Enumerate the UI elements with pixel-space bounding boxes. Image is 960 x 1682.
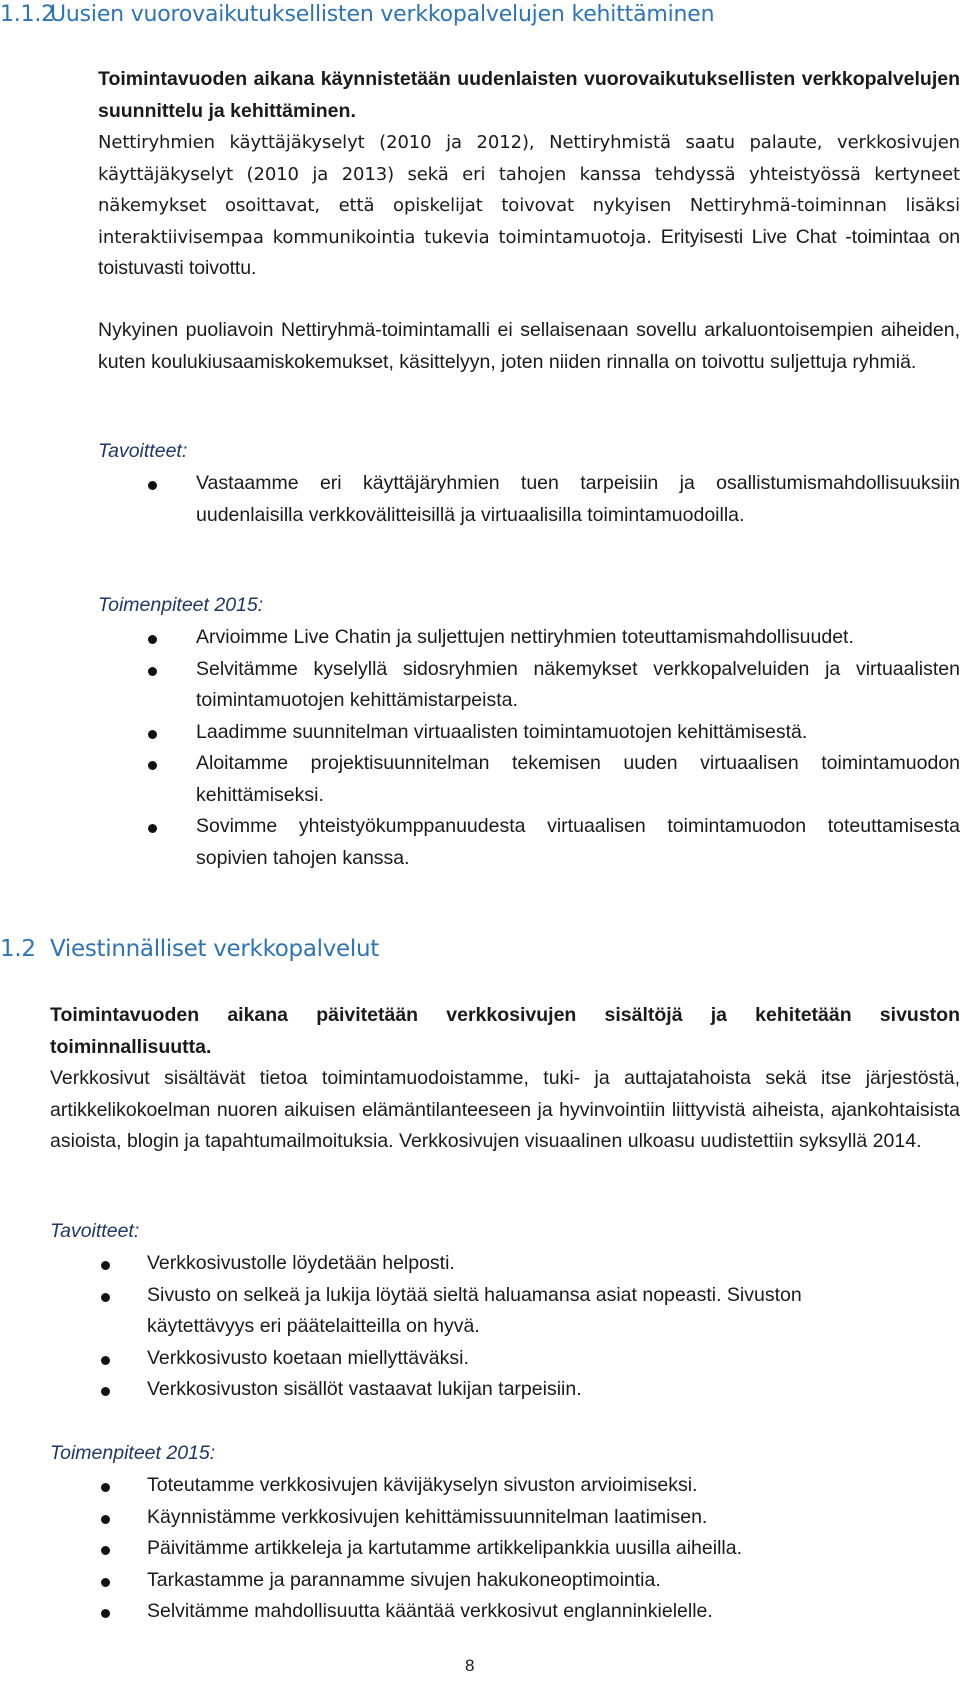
list-item: Selvitämme kyselyllä sidosryhmien näkemykset verkkopalveluiden ja virtuaalisten toimintamuotojen kehittämistarpeista.	[196, 654, 960, 717]
page-number: 8	[465, 1656, 475, 1675]
bullet-icon	[148, 667, 157, 676]
paragraph-main: Nettiryhmien käyttäjäkyselyt (2010 ja 2012), Nettiryhmistä saatu palaute, verkkosivujen käyttäjäkyselyt (2010 ja 2013) sekä eri tahojen kanssa tehdyssä yhteistyössä kertyneet näkemykset osoittavat, että opiskelijat toivovat nykyisen Nettiryhmä-toiminnan lisäksi interaktiivisempaa kommunikointia tukevia toimintamuotoja.	[98, 132, 960, 248]
bullet-icon	[101, 1609, 110, 1618]
section-lead: Toimintavuoden aikana käynnistetään uudenlaisten vuorovaikutuksellisten verkkopalvelujen suunnittelu ja kehittäminen.	[98, 68, 960, 122]
paragraph-tail: Erityisesti Live Chat -toimintaa on toistuvasti toivottu.	[98, 225, 960, 279]
bullet-icon	[101, 1546, 110, 1555]
heading-number: 1.2	[0, 936, 36, 962]
heading-1-1-2	[0, 2, 714, 27]
bullet-icon	[148, 481, 157, 490]
list-item: Arvioimme Live Chatin ja suljettujen nettiryhmien toteuttamismahdollisuudet.	[196, 622, 960, 654]
list-item: Sovimme yhteistyökumppanuudesta virtuaalisen toimintamuodon toteuttamisesta sopivien tahojen kanssa.	[196, 811, 960, 874]
list-item: Selvitämme mahdollisuutta kääntää verkkosivut englanninkielelle.	[147, 1596, 947, 1628]
heading-number: 1.1.2	[0, 2, 55, 27]
bullet-icon	[101, 1515, 110, 1524]
actions-heading: Toimenpiteet 2015:	[50, 1442, 216, 1464]
list-item: Toteutamme verkkosivujen kävijäkyselyn sivuston arvioimiseksi.	[147, 1470, 947, 1502]
list-item: Aloitamme projektisuunnitelman tekemisen uuden virtuaalisen toimintamuodon kehittämiseksi.	[196, 748, 960, 811]
bullet-icon	[101, 1293, 110, 1302]
bullet-icon	[148, 635, 157, 644]
body-paragraph: Nykyinen puoliavoin Nettiryhmä-toimintamalli ei sellaisenaan sovellu arkaluontoisempien aiheiden, kuten koulukiusaamiskokemukset, käsittelyyn, joten niiden rinnalla on toivottu suljettuja ryhmiä.	[98, 319, 960, 373]
bullet-icon	[101, 1387, 110, 1396]
list-item: Verkkosivusto koetaan miellyttäväksi.	[147, 1343, 847, 1375]
bullet-icon	[101, 1261, 110, 1270]
bullet-icon	[101, 1483, 110, 1492]
body-paragraph	[98, 127, 960, 285]
goals-heading: Tavoitteet:	[98, 440, 188, 462]
list-item: Tarkastamme ja parannamme sivujen hakukoneoptimointia.	[147, 1565, 947, 1597]
section-lead: Toimintavuoden aikana päivitetään verkkosivujen sisältöjä ja kehitetään sivuston toiminnallisuutta.	[50, 1004, 960, 1058]
bullet-icon	[101, 1356, 110, 1365]
bullet-icon	[101, 1578, 110, 1587]
body-paragraph: Verkkosivut sisältävät tietoa toimintamuodoistamme, tuki- ja auttajatahoista sekä itse järjestöstä, artikkelikokoelman nuoren aikuisen elämäntilanteeseen ja hyvinvointiin liittyvistä aiheista, ajankohtaisista asioista, blogin ja tapahtumailmoituksia. Verkkosivujen visuaalinen ulkoasu uudistettiin syksyllä 2014.	[50, 1067, 960, 1152]
bullet-icon	[148, 824, 157, 833]
heading-title: Viestinnälliset verkkopalvelut	[50, 936, 379, 962]
list-item: Käynnistämme verkkosivujen kehittämissuunnitelman laatimisen.	[147, 1502, 947, 1534]
list-item: Vastaamme eri käyttäjäryhmien tuen tarpeisiin ja osallistumismahdollisuuksiin uudenlaisilla verkkovälitteisillä ja virtuaalisilla toimintamuodoilla.	[196, 468, 960, 531]
list-item: Päivitämme artikkeleja ja kartutamme artikkelipankkia uusilla aiheilla.	[147, 1533, 947, 1565]
actions-heading: Toimenpiteet 2015:	[98, 594, 264, 616]
list-item: Laadimme suunnitelman virtuaalisten toimintamuotojen kehittämisestä.	[196, 717, 960, 749]
actions-list	[147, 1470, 947, 1628]
list-item: Verkkosivustolle löydetään helposti.	[147, 1248, 847, 1280]
bullet-icon	[148, 761, 157, 770]
goals-list	[147, 1248, 847, 1406]
goals-list	[196, 468, 960, 531]
goals-heading: Tavoitteet:	[50, 1220, 140, 1242]
actions-list	[196, 622, 960, 874]
list-item: Sivusto on selkeä ja lukija löytää sieltä haluamansa asiat nopeasti. Sivuston käytettävyys eri päätelaitteilla on hyvä.	[147, 1280, 847, 1343]
list-item: Verkkosivuston sisällöt vastaavat lukijan tarpeisiin.	[147, 1374, 847, 1406]
heading-1-2	[0, 936, 379, 962]
heading-title: Uusien vuorovaikutuksellisten verkkopalvelujen kehittäminen	[50, 2, 715, 27]
bullet-icon	[148, 730, 157, 739]
